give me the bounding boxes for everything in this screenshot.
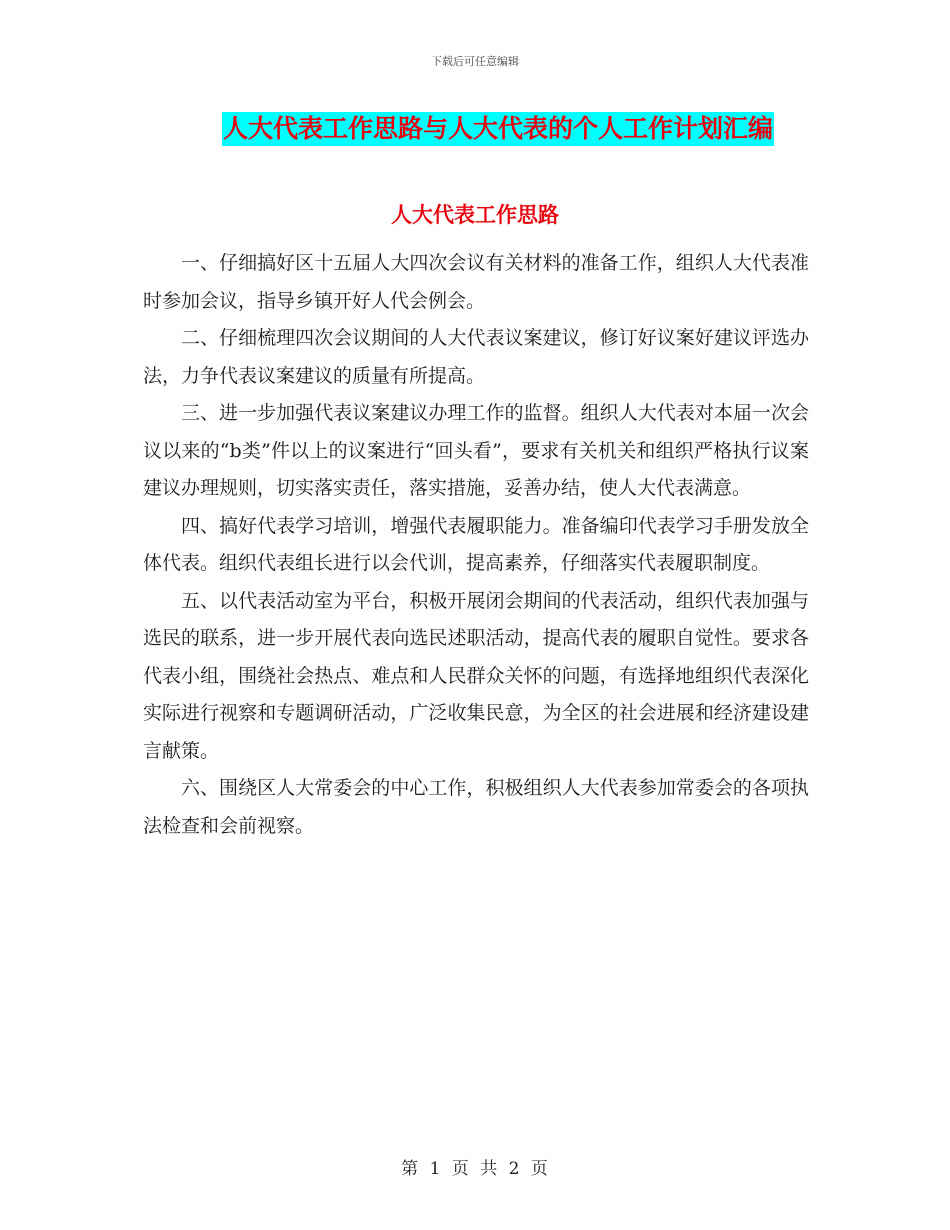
- main-title-container: [0, 112, 950, 146]
- paragraph-1: 一、仔细搞好区十五届人大四次会议有关材料的准备工作，组织人大代表准时参加会议，指导乡镇开好人代会例会。: [143, 252, 809, 312]
- paragraph-2: 二、仔细梳理四次会议期间的人大代表议案建议，修订好议案好建议评选办法，力争代表议案建议的质量有所提高。: [143, 327, 809, 387]
- section-title: 人大代表工作思路: [391, 202, 559, 227]
- body-text: [143, 245, 809, 845]
- main-title: 人大代表工作思路与人大代表的个人工作计划汇编: [222, 112, 774, 146]
- paragraph-6: 六、围绕区人大常委会的中心工作，积极组织人大代表参加常委会的各项执法检查和会前视察。: [143, 777, 809, 837]
- paragraph-4: 四、搞好代表学习培训，增强代表履职能力。准备编印代表学习手册发放全体代表。组织代表组长进行以会代训，提高素养，仔细落实代表履职制度。: [143, 514, 809, 574]
- paragraph-3: 三、进一步加强代表议案建议办理工作的监督。组织人大代表对本届一次会议以来的“b类”件以上的议案进行“回头看”，要求有关机关和组织严格执行议案建议办理规则，切实落实责任，落实措施，妥善办结，使人大代表满意。: [143, 402, 809, 499]
- header-note: 下载后可任意编辑: [431, 55, 519, 68]
- page-indicator: 第 1 页 共 2 页: [401, 1159, 549, 1179]
- paragraph-5: 五、以代表活动室为平台，积极开展闭会期间的代表活动，组织代表加强与选民的联系，进一步开展代表向选民述职活动，提高代表的履职自觉性。要求各代表小组，围绕社会热点、难点和人民群众关怀的问题，有选择地组织代表深化实际进行视察和专题调研活动，广泛收集民意，为全区的社会进展和经济建设建言献策。: [143, 589, 809, 762]
